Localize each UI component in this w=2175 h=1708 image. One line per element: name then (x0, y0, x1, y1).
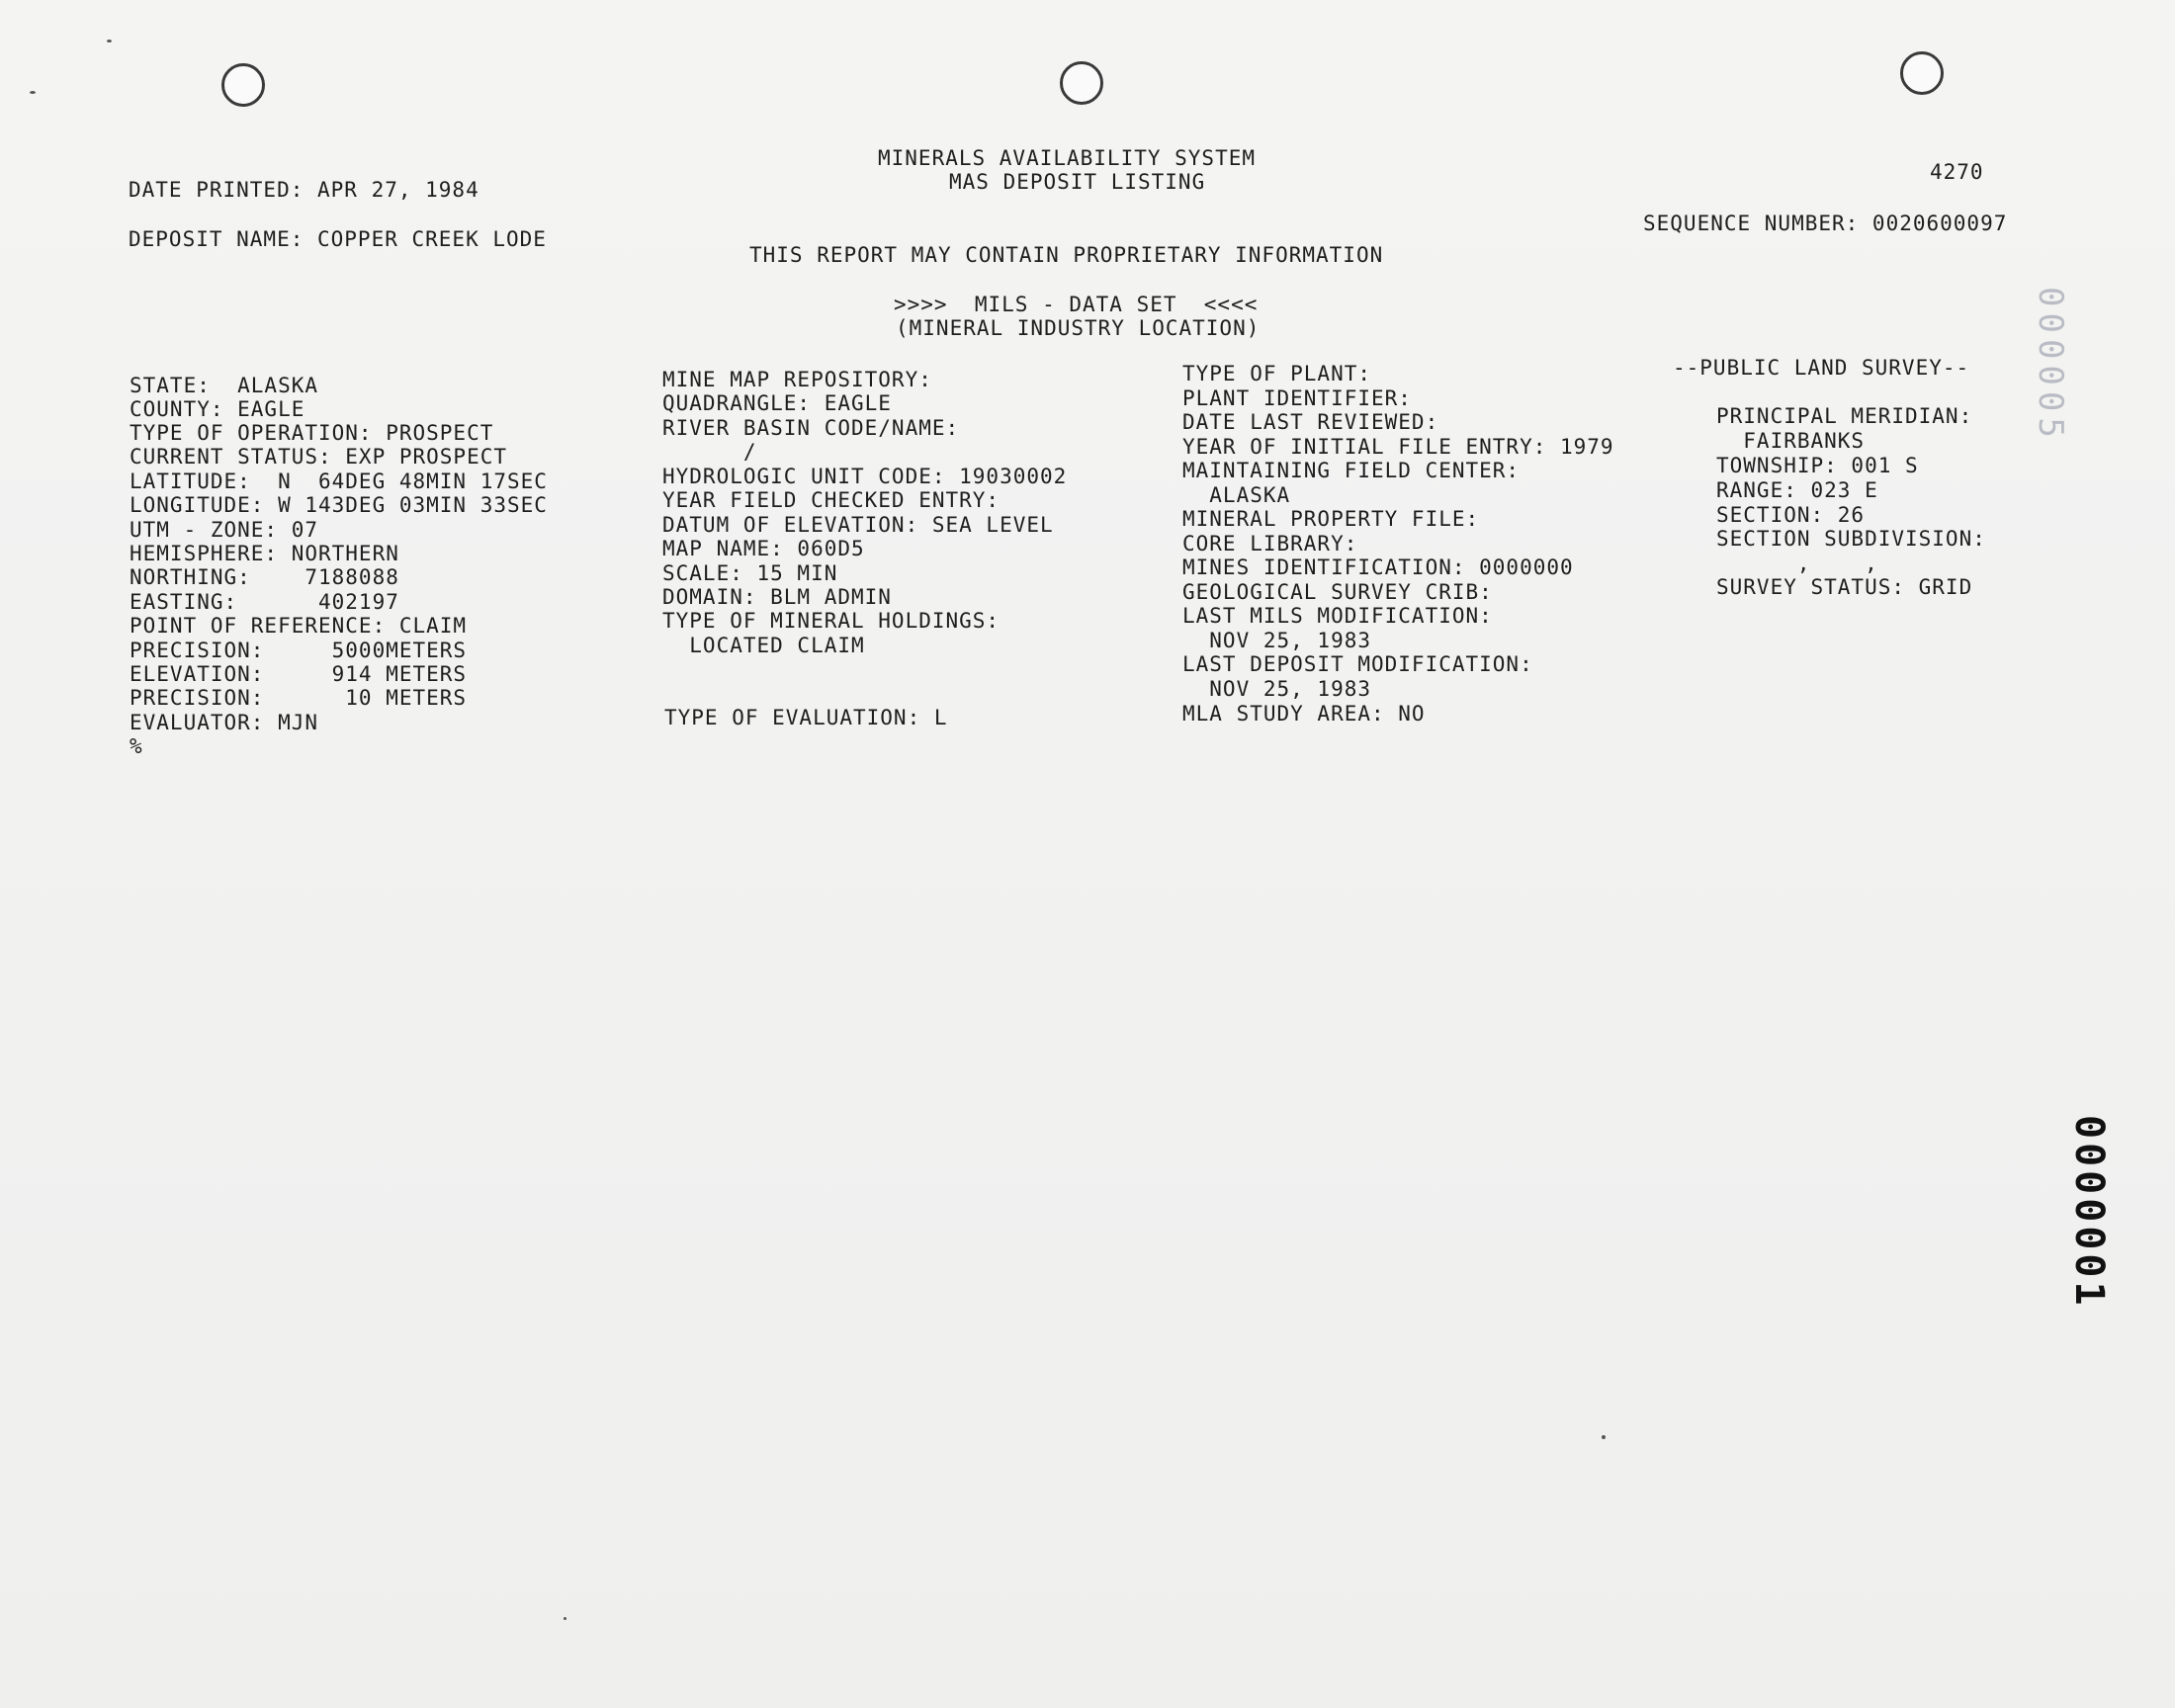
field-line: PRECISION: 10 METERS (130, 686, 468, 710)
field-line: COUNTY: EAGLE (130, 397, 305, 421)
field-line: MLA STUDY AREA: NO (1182, 702, 1426, 726)
section-heading: --PUBLIC LAND SURVEY-- (1673, 356, 1970, 380)
dark-vertical-stamp: 0000001 (2066, 1115, 2112, 1310)
paper-speck (107, 40, 112, 43)
field-line: RIVER BASIN CODE/NAME: (662, 416, 960, 440)
field-line: FAIRBANKS (1716, 429, 1866, 453)
field-line: MAINTAINING FIELD CENTER: (1182, 459, 1521, 482)
field-line: YEAR FIELD CHECKED ENTRY: (662, 488, 1000, 512)
data-set-title: >>>> MILS - DATA SET <<<< (894, 293, 1259, 316)
field-line: UTM - ZONE: 07 (130, 518, 319, 542)
field-line: NOV 25, 1983 (1182, 677, 1372, 701)
field-line: MINE MAP REPOSITORY: (662, 368, 932, 391)
punch-hole-right (1900, 51, 1944, 95)
field-line: / (662, 440, 757, 464)
field-line: DATUM OF ELEVATION: SEA LEVEL (662, 513, 1054, 537)
punch-hole-center (1060, 61, 1103, 105)
field-line: ELEVATION: 914 METERS (130, 662, 468, 686)
field-line: % (130, 734, 143, 758)
field-line: LOCATED CLAIM (662, 634, 865, 657)
data-set-subtitle: (MINERAL INDUSTRY LOCATION) (896, 316, 1261, 340)
field-line: POINT OF REFERENCE: CLAIM (130, 614, 468, 638)
paper-speck (1602, 1435, 1606, 1439)
field-line: LAST DEPOSIT MODIFICATION: (1182, 652, 1533, 676)
field-line: HEMISPHERE: NORTHERN (130, 542, 399, 565)
listing-title: MAS DEPOSIT LISTING (949, 170, 1206, 194)
field-line: CURRENT STATUS: EXP PROSPECT (130, 445, 508, 469)
field-line: GEOLOGICAL SURVEY CRIB: (1182, 580, 1493, 604)
sequence-number: SEQUENCE NUMBER: 0020600097 (1643, 212, 2008, 235)
field-line: NORTHING: 7188088 (130, 565, 399, 589)
field-line: RANGE: 023 E (1716, 478, 1878, 502)
faint-vertical-stamp: 000005 (2031, 287, 2070, 444)
field-line: EASTING: 402197 (130, 590, 399, 614)
system-title: MINERALS AVAILABILITY SYSTEM (878, 146, 1257, 170)
field-line: TOWNSHIP: 001 S (1716, 454, 1919, 477)
field-line: STATE: ALASKA (130, 374, 319, 397)
field-line: DOMAIN: BLM ADMIN (662, 585, 892, 609)
field-line: SECTION SUBDIVISION: (1716, 527, 1986, 551)
field-line: SCALE: 15 MIN (662, 561, 838, 585)
paper-speck (564, 1617, 566, 1620)
paper-speck (30, 91, 36, 94)
field-line: PLANT IDENTIFIER: (1182, 386, 1412, 410)
proprietary-notice: THIS REPORT MAY CONTAIN PROPRIETARY INFORMATION (749, 243, 1384, 267)
field-line: MINERAL PROPERTY FILE: (1182, 507, 1480, 531)
field-line: EVALUATOR: MJN (130, 711, 319, 734)
field-line: TYPE OF OPERATION: PROSPECT (130, 421, 494, 445)
field-line: HYDROLOGIC UNIT CODE: 19030002 (662, 465, 1068, 488)
field-line: LONGITUDE: W 143DEG 03MIN 33SEC (130, 493, 548, 517)
field-line: TYPE OF EVALUATION: L (664, 706, 948, 729)
field-line: CORE LIBRARY: (1182, 532, 1358, 555)
field-line: LAST MILS MODIFICATION: (1182, 604, 1493, 628)
date-printed: DATE PRINTED: APR 27, 1984 (129, 178, 479, 202)
field-line: TYPE OF MINERAL HOLDINGS: (662, 609, 1000, 633)
page-number: 4270 (1930, 160, 1984, 184)
field-line: , , (1716, 552, 1878, 575)
field-line: SURVEY STATUS: GRID (1716, 575, 1973, 599)
field-line: SECTION: 26 (1716, 503, 1866, 527)
field-line: QUADRANGLE: EAGLE (662, 391, 892, 415)
field-line: TYPE OF PLANT: (1182, 362, 1372, 385)
punch-hole-left (221, 63, 265, 107)
field-line: PRINCIPAL MERIDIAN: (1716, 404, 1973, 428)
field-line: MAP NAME: 060D5 (662, 537, 865, 560)
field-line: PRECISION: 5000METERS (130, 639, 468, 662)
field-line: DATE LAST REVIEWED: (1182, 410, 1439, 434)
field-line: NOV 25, 1983 (1182, 629, 1372, 652)
field-line: YEAR OF INITIAL FILE ENTRY: 1979 (1182, 435, 1614, 459)
field-line: ALASKA (1182, 483, 1291, 507)
field-line: MINES IDENTIFICATION: 0000000 (1182, 555, 1574, 579)
field-line: LATITUDE: N 64DEG 48MIN 17SEC (130, 470, 548, 493)
deposit-name: DEPOSIT NAME: COPPER CREEK LODE (129, 227, 547, 251)
